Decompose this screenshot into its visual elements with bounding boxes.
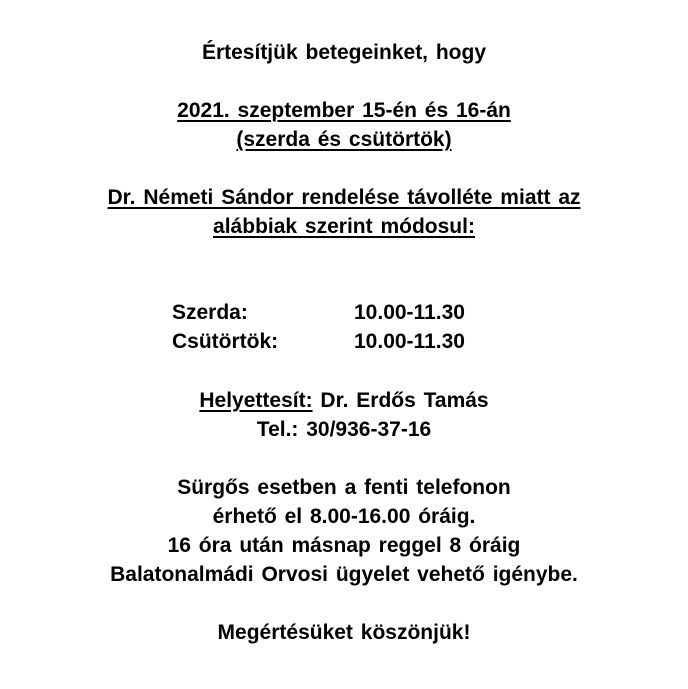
- date-line: [0, 99, 688, 123]
- urgent-line-1: Sürgős esetben a fenti telefonon: [177, 476, 511, 499]
- urgent-line-3: 16 óra után másnap reggel 8 óráig: [167, 534, 521, 557]
- urgent-line-2: érhető el 8.00-16.00 óráig.: [212, 505, 476, 528]
- date-text: 2021. szeptember 15-én és 16-án: [177, 99, 511, 122]
- reason-line-1: [0, 186, 688, 210]
- schedule-time: 10.00-11.30: [354, 301, 465, 324]
- substitute-label: Helyettesít:: [199, 389, 313, 412]
- closing-text: Megértésüket köszönjük!: [217, 621, 471, 644]
- days-text: (szerda és csütörtök): [236, 128, 452, 151]
- phone-line: Tel.: 30/936-37-16: [256, 418, 432, 441]
- days-line: [0, 128, 688, 152]
- reason-text-2: alábbiak szerint módosul:: [213, 215, 475, 238]
- urgent-line-4: Balatonalmádi Orvosi ügyelet vehető igénybe.: [110, 563, 578, 586]
- substitute-line: [0, 389, 688, 413]
- schedule-day: Csütörtök:: [172, 330, 279, 353]
- reason-line-2: [0, 215, 688, 239]
- intro-text: Értesítjük betegeinket, hogy: [201, 41, 487, 64]
- reason-text-1: Dr. Németi Sándor rendelése távolléte miatt az: [107, 186, 581, 209]
- schedule-time: 10.00-11.30: [354, 330, 465, 353]
- substitute-name: Dr. Erdős Tamás: [320, 389, 489, 412]
- schedule-day: Szerda:: [172, 301, 248, 324]
